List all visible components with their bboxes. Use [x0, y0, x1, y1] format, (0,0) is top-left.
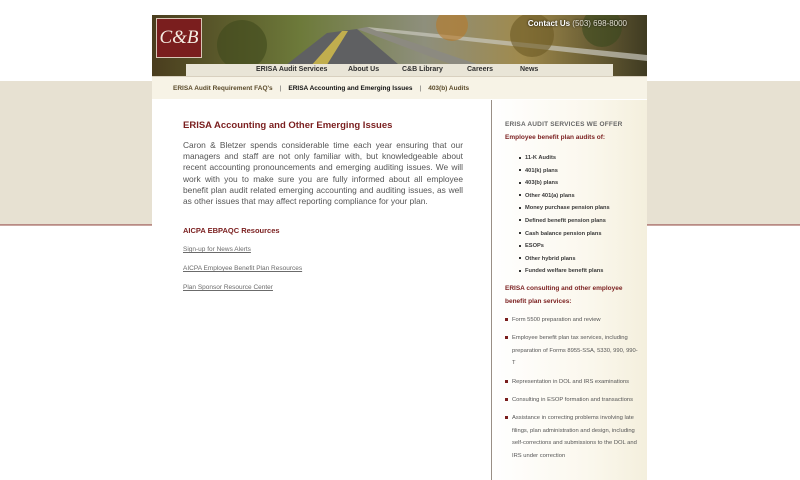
plan-sponsor-link[interactable]: Plan Sponsor Resource Center	[183, 284, 273, 291]
intro-paragraph: Caron & Bletzer spends considerable time each year ensuring that our managers and staff are not only familiar with, but knowledgeable about recent accounting pronouncements and emerging auditing issues. We will work with you to make sure you are fully informed about all employee benefit plan audit related emerging accounting and auditing issues, as well as other issues that may affect reporting compliance for your plan.	[183, 140, 463, 207]
list-item: Employee benefit plan tax services, including preparation of Forms 8955-SSA, 5330, 990, 990-T	[505, 332, 640, 369]
services-heading	[505, 283, 623, 308]
sub-nav	[152, 76, 647, 99]
contact-phone: (503) 698-8000	[572, 19, 627, 28]
subnav-separator: |	[279, 84, 282, 92]
list-item: Funded welfare benefit plans	[519, 265, 610, 278]
list-item: 11-K Audits	[519, 152, 610, 165]
services-sidebar	[491, 100, 647, 480]
company-logo[interactable]: C&B	[156, 18, 202, 58]
list-item: Other hybrid plans	[519, 253, 610, 266]
sidebar-title: ERISA AUDIT SERVICES WE OFFER	[505, 121, 623, 128]
list-item: Assistance in correcting problems involving late filings, plan administration and design, including self-corrections and submissions to the DOL and IRS under correction	[505, 412, 640, 462]
list-item: Other 401(a) plans	[519, 190, 610, 203]
nav-news[interactable]: News	[520, 66, 539, 73]
list-item: 403(b) plans	[519, 177, 610, 190]
nav-careers[interactable]: Careers	[467, 66, 494, 73]
page-title: ERISA Accounting and Other Emerging Issues	[183, 120, 393, 131]
list-item: Form 5500 preparation and review	[505, 314, 640, 326]
page-container	[152, 15, 647, 480]
services-heading-line2: benefit plan services:	[505, 297, 572, 305]
contact-info[interactable]	[528, 19, 627, 28]
list-item: Consulting in ESOP formation and transactions	[505, 394, 640, 406]
nav-erisa-audit-services[interactable]: ERISA Audit Services	[256, 66, 328, 73]
main-content	[152, 100, 491, 480]
nav-about-us[interactable]: About Us	[348, 66, 380, 73]
list-item: Cash balance pension plans	[519, 228, 610, 241]
list-item: Money purchase pension plans	[519, 202, 610, 215]
services-heading-line1: ERISA consulting and other employee	[505, 285, 623, 292]
list-item: ESOPs	[519, 240, 610, 253]
subnav-403b-audits[interactable]: 403(b) Audits	[428, 84, 470, 92]
service-list	[505, 314, 640, 468]
nav-cb-library[interactable]: C&B Library	[402, 66, 443, 73]
list-item: Defined benefit pension plans	[519, 215, 610, 228]
news-alerts-link[interactable]: Sign-up for News Alerts	[183, 246, 251, 253]
contact-us-link[interactable]: Contact Us	[527, 19, 571, 28]
subnav-accounting-issues[interactable]: ERISA Accounting and Emerging Issues	[288, 84, 413, 92]
aicpa-resources-link[interactable]: AICPA Employee Benefit Plan Resources	[183, 265, 303, 272]
subnav-audit-faqs[interactable]: ERISA Audit Requirement FAQ's	[173, 84, 273, 92]
list-item: 401(k) plans	[519, 165, 610, 178]
plans-heading: Employee benefit plan audits of:	[505, 134, 606, 141]
main-nav	[186, 64, 613, 76]
list-item: Representation in DOL and IRS examinations	[505, 376, 640, 388]
resources-heading: AICPA EBPAQC Resources	[183, 226, 280, 235]
plan-list	[519, 152, 610, 278]
subnav-separator: |	[419, 84, 422, 92]
